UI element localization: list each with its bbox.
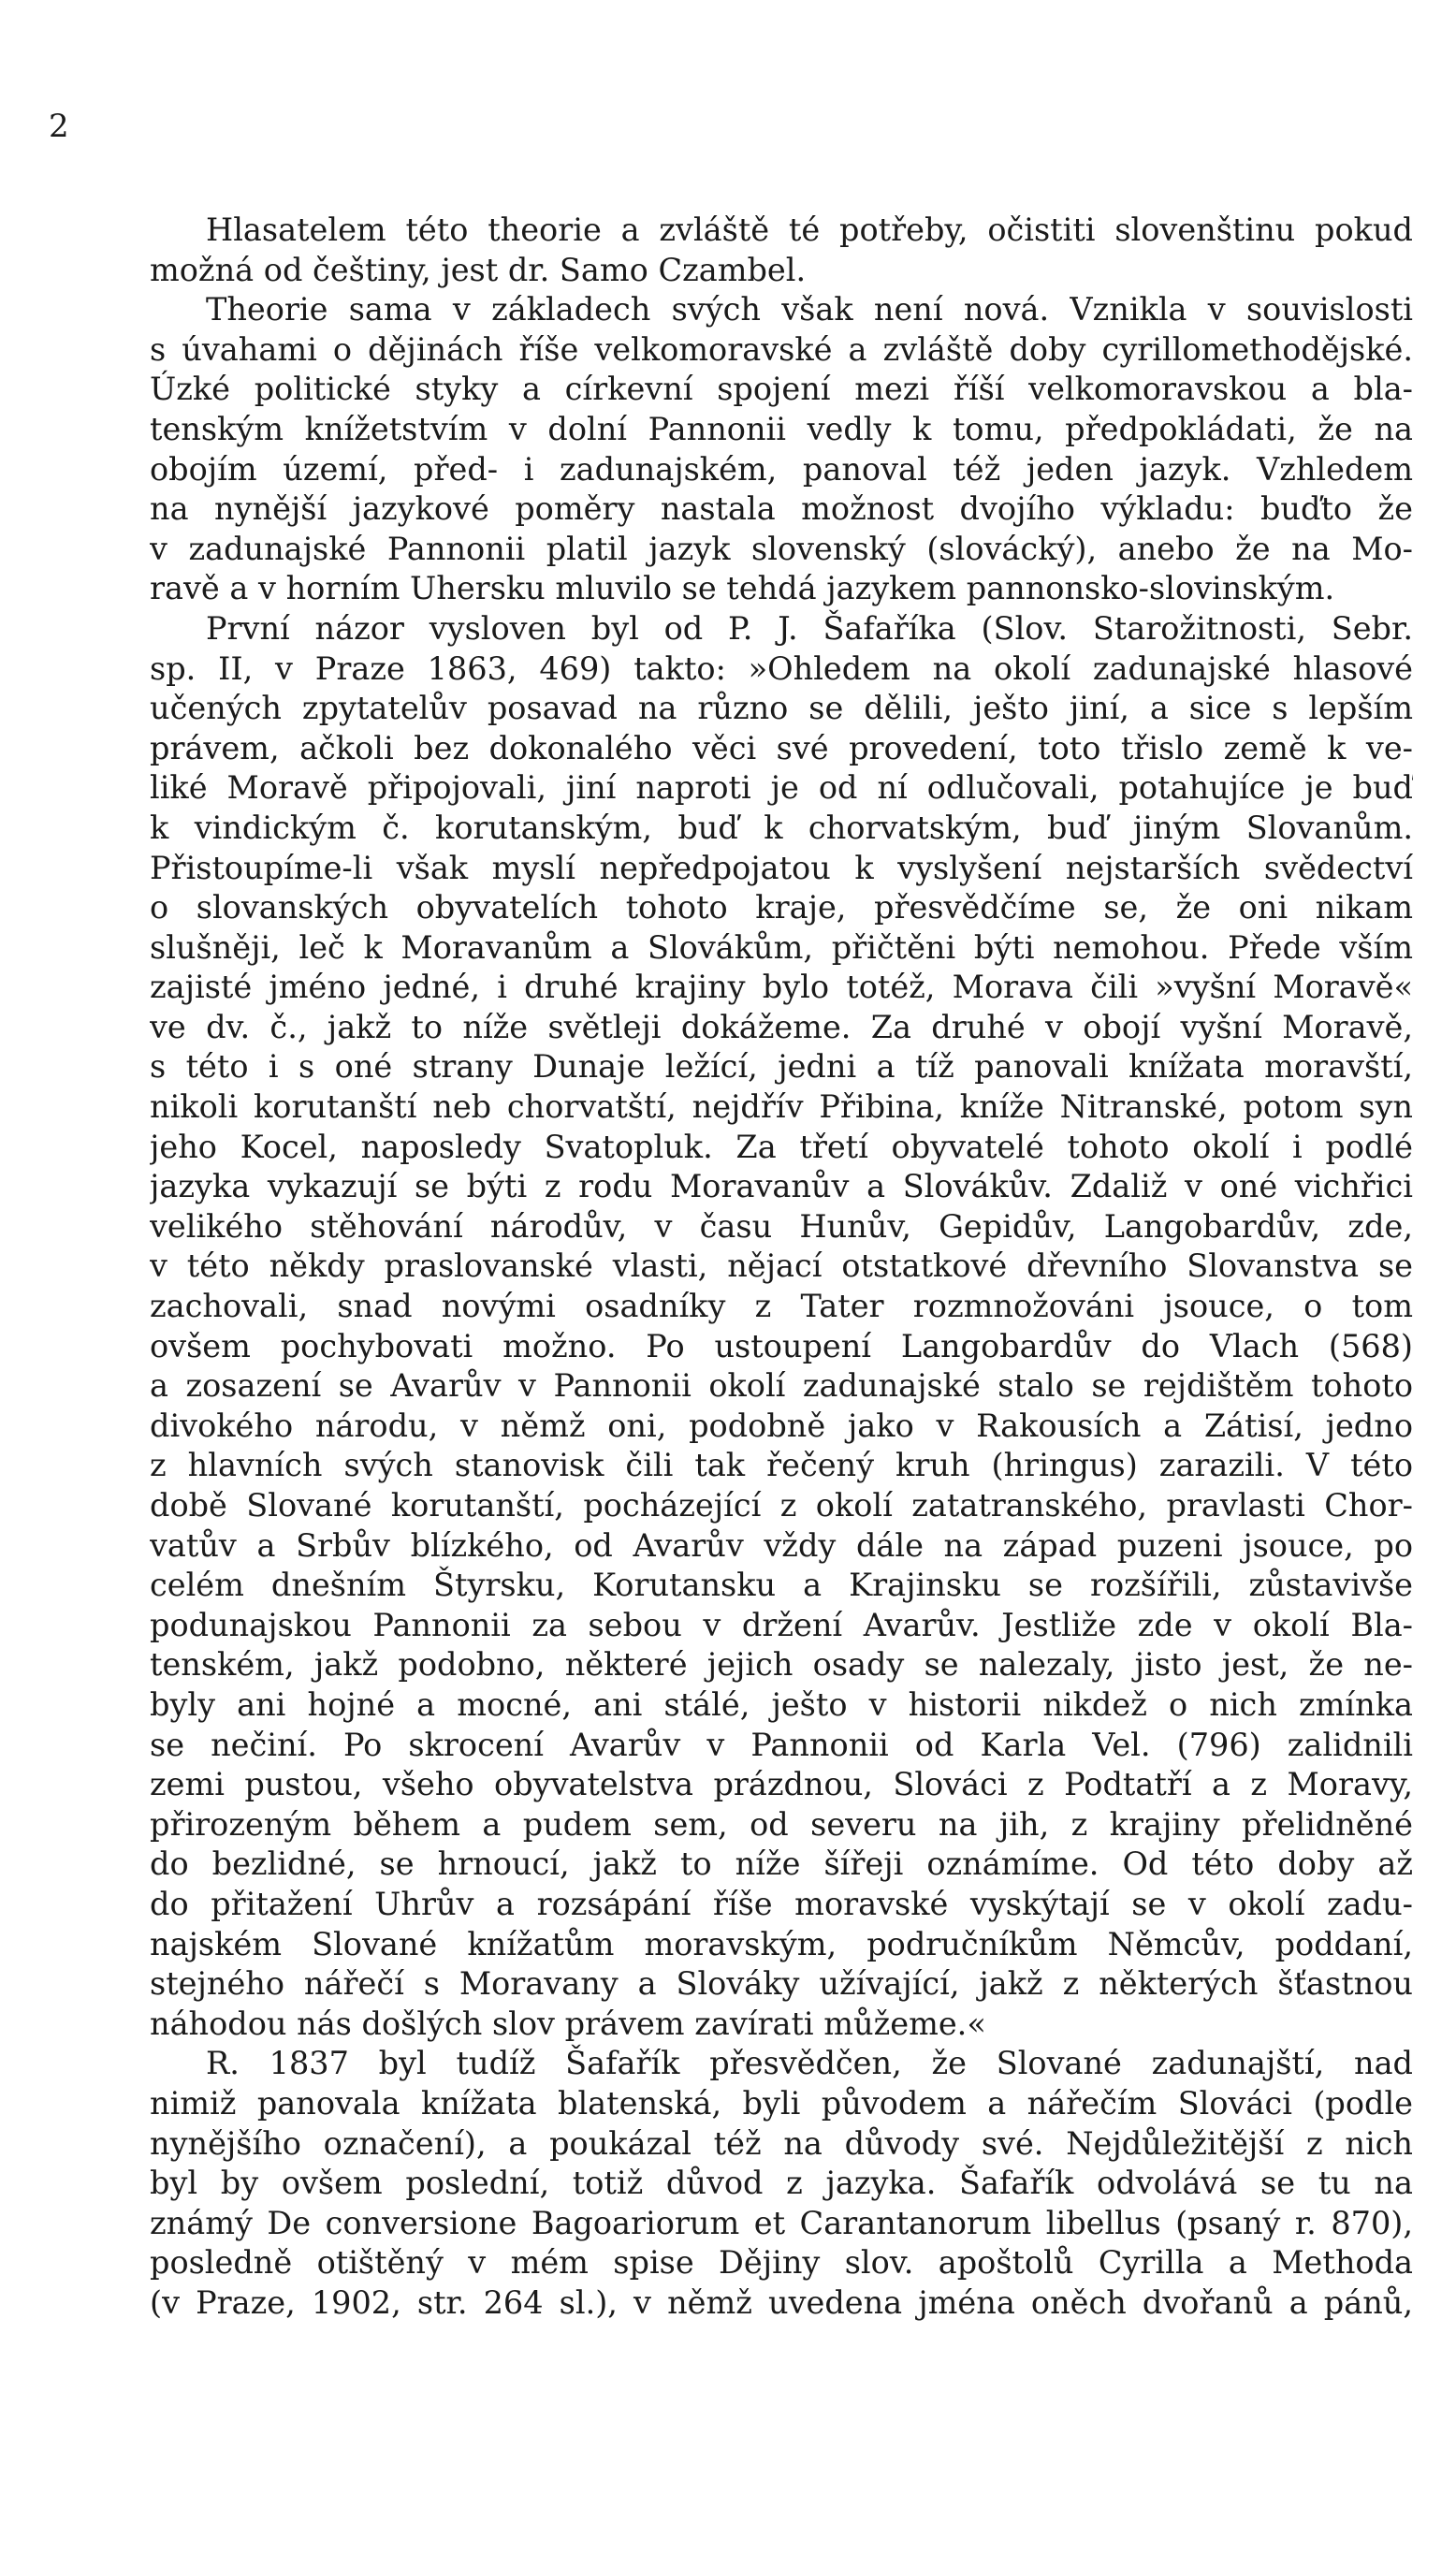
text-line: do bezlidné, se hrnoucí, jakž to níže šířeji oznámíme. Od této doby až [150,1845,1413,1883]
text-line: s této i s oné strany Dunaje ležící, jedni a tíž panovali knížata moravští, [150,1048,1413,1086]
text-line: velikého stěhování národův, v času Hunův, Gepidův, Langobardův, zde, [150,1207,1413,1245]
text-line: z hlavních svých stanovisk čili tak řečený kruh (hringus) zarazili. V této [150,1447,1413,1484]
text-line: jazyka vykazují se býti z rodu Moravanův a Slovákův. Zdaliž v oné vichřici [150,1168,1413,1205]
text-line: právem, ačkoli bez dokonalého věci své provedení, toto třislo země k ve- [150,729,1413,766]
text-line: obojím území, před- i zadunajském, panoval též jeden jazyk. Vzhledem [150,450,1413,488]
text-line: v této někdy praslovanské vlasti, nějací otstatkové dřevního Slovanstva se [150,1247,1413,1285]
text-line: době Slované korutanští, pocházející z okolí zatatranského, pravlasti Chor- [150,1487,1413,1524]
text-line: liké Moravě připojovali, jiní naproti je od ní odlučovali, potahujíce je buď [150,769,1413,807]
body-text [150,211,1413,2323]
text-line: stejného nářečí s Moravany a Slováky užívající, jakž z některých šťastnou [150,1965,1413,2003]
text-line: najském Slované knížatům moravským, područníkům Němcův, poddaní, [150,1925,1413,1962]
text-line: vatův a Srbův blízkého, od Avarův vždy dále na západ puzeni jsouce, po [150,1526,1413,1564]
text-line: do přitažení Uhrův a rozsápání říše moravské vyskýtají se v okolí zadu- [150,1885,1413,1922]
text-line: slušněji, leč k Moravanům a Slovákům, přičtěni býti nemohou. Přede vším [150,928,1413,966]
text-line: Úzké politické styky a církevní spojení mezi říší velkomoravskou a bla- [150,371,1413,408]
text-line: ve dv. č., jakž to níže světleji dokážeme. Za druhé v obojí vyšní Moravě, [150,1008,1413,1045]
text-line: ovšem pochybovati možno. Po ustoupení Langobardův do Vlach (568) [150,1327,1413,1364]
text-line: v zadunajské Pannonii platil jazyk slovenský (slovácký), anebo že na Mo- [150,530,1413,567]
text-line: posledně otištěný v mém spise Dějiny slov. apoštolů Cyrilla a Methoda [150,2244,1413,2282]
text-line: celém dnešním Štyrsku, Korutansku a Krajinsku se rozšířili, zůstavivše [150,1567,1413,1604]
text-line: nikoli korutanští neb chorvatští, nejdřív Přibina, kníže Nitranské, potom syn [150,1088,1413,1126]
text-line: s úvahami o dějinách říše velkomoravské a zvláště doby cyrillomethodějské. [150,330,1413,368]
text-line: tenském, jakž podobno, některé jejich osady se nalezaly, jisto jest, že ne- [150,1646,1413,1684]
text-line: se nečiní. Po skrocení Avarův v Pannonii od Karla Vel. (796) zalidnili [150,1726,1413,1763]
text-line: byl by ovšem poslední, totiž důvod z jazyka. Šafařík odvolává se tu na [150,2165,1413,2202]
text-line: zemi pustou, všeho obyvatelstva prázdnou, Slováci z Podtatří a z Moravy, [150,1766,1413,1803]
text-line: učených zpytatelův posavad na různo se dělili, ješto jiní, a sice s lepším [150,690,1413,727]
text-line: sp. II, v Praze 1863, 469) takto: »Ohledem na okolí zadunajské hlasové [150,649,1413,687]
text-line: nimiž panovala knížata blatenská, byli původem a nářečím Slováci (podle [150,2084,1413,2122]
text-line: o slovanských obyvatelích tohoto kraje, přesvědčíme se, že oni nikam [150,889,1413,926]
text-line: a zosazení se Avarův v Pannonii okolí zadunajské stalo se rejdištěm tohoto [150,1367,1413,1405]
text-line: zachovali, snad novými osadníky z Tater rozmnožováni jsouce, o tom [150,1288,1413,1325]
text-line: přirozeným během a pudem sem, od severu na jih, z krajiny přelidněné [150,1805,1413,1843]
page-number: 2 [49,108,69,145]
text-line: byly ani hojné a mocné, ani stálé, ješto v historii nikdež o nich zmínka [150,1685,1413,1723]
text-line: jeho Kocel, naposledy Svatopluk. Za třetí obyvatelé tohoto okolí i podlé [150,1128,1413,1165]
text-line: známý De conversione Bagoariorum et Carantanorum libellus (psaný r. 870), [150,2204,1413,2241]
text-line: Hlasatelem této theorie a zvláště té potřeby, očistiti slovenštinu pokud [206,211,1413,248]
text-line: k vindickým č. korutanským, buď k chorvatským, buď jiným Slovanům. [150,809,1413,846]
text-line: nynějšího označení), a poukázal též na důvody své. Nejdůležitější z nich [150,2124,1413,2162]
text-line: První názor vysloven byl od P. J. Šafaříka (Slov. Starožitnosti, Sebr. [206,609,1413,647]
text-line: R. 1837 byl tudíž Šafařík přesvědčen, že Slované zadunajští, nad [206,2045,1413,2082]
text-line: divokého národu, v němž oni, podobně jako v Rakousích a Zátisí, jedno [150,1407,1413,1444]
text-line: Theorie sama v základech svých však není nová. Vznikla v souvislosti [206,291,1413,328]
text-line: zajisté jméno jedné, i druhé krajiny bylo totéž, Morava čili »vyšní Moravě« [150,969,1413,1006]
text-line: podunajskou Pannonii za sebou v držení Avarův. Jestliže zde v okolí Bla- [150,1606,1413,1643]
text-line: náhodou nás došlých slov právem zavírati můžeme.« [150,2005,986,2042]
text-line: tenským knížetstvím v dolní Pannonii vedly k tomu, předpokládati, že na [150,410,1413,447]
text-line: Přistoupíme-li však myslí nepředpojatou k vyslyšení nejstarších svědectví [150,849,1413,886]
text-line: na nynější jazykové poměry nastala možnost dvojího výkladu: buďto že [150,490,1413,528]
text-line: ravě a v horním Uhersku mluvilo se tehdá jazykem pannonsko-slovinským. [150,570,1335,607]
text-line: (v Praze, 1902, str. 264 sl.), v němž uvedena jména oněch dvořanů a pánů, [150,2283,1413,2321]
text-line: možná od češtiny, jest dr. Samo Czambel. [150,251,807,288]
